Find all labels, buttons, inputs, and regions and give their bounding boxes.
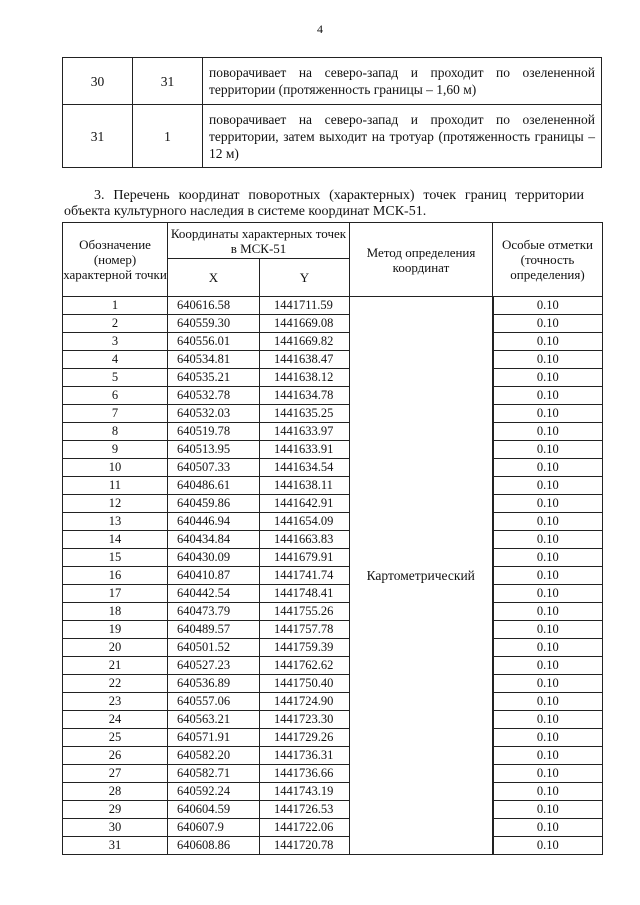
point-number: 31: [63, 837, 168, 855]
coord-x: 640592.24: [168, 783, 260, 801]
coord-x: 640532.78: [168, 387, 260, 405]
coord-row: [63, 315, 603, 333]
coord-y: 1441638.12: [260, 369, 350, 387]
coordinates-table: [62, 222, 603, 855]
coord-x: 640582.20: [168, 747, 260, 765]
coord-x: 640473.79: [168, 603, 260, 621]
coord-row: [63, 459, 603, 477]
point-number: 17: [63, 585, 168, 603]
accuracy-value: 0.10: [493, 819, 603, 837]
accuracy-value: 0.10: [493, 315, 603, 333]
coord-y: 1441726.53: [260, 801, 350, 819]
accuracy-value: 0.10: [493, 297, 603, 315]
coord-x: 640536.89: [168, 675, 260, 693]
coord-row: [63, 711, 603, 729]
coord-row: [63, 369, 603, 387]
point-number: 4: [63, 351, 168, 369]
point-number: 11: [63, 477, 168, 495]
coord-y: 1441679.91: [260, 549, 350, 567]
coord-row: [63, 549, 603, 567]
coord-y: 1441669.82: [260, 333, 350, 351]
coord-x: 640559.30: [168, 315, 260, 333]
coord-row: [63, 351, 603, 369]
coord-y: 1441669.08: [260, 315, 350, 333]
boundary-description: поворачивает на северо-запад и проходит по озелененной территории, затем выходит на тротуар (протяженность границы – 12 м): [203, 105, 602, 168]
coord-row: [63, 639, 603, 657]
boundary-description-table: [62, 57, 602, 168]
coord-x: 640556.01: [168, 333, 260, 351]
coord-row: [63, 297, 603, 315]
coord-x: 640563.21: [168, 711, 260, 729]
coord-row: [63, 747, 603, 765]
point-number: 23: [63, 693, 168, 711]
accuracy-value: 0.10: [493, 423, 603, 441]
coord-row: [63, 423, 603, 441]
point-number: 8: [63, 423, 168, 441]
header-point-number: Обозначение (номер) характерной точки: [63, 223, 168, 297]
coord-row: [63, 801, 603, 819]
coord-row: [63, 819, 603, 837]
boundary-from: 31: [63, 105, 133, 168]
coord-y: 1441741.74: [260, 567, 350, 585]
coord-row: [63, 477, 603, 495]
point-number: 28: [63, 783, 168, 801]
accuracy-value: 0.10: [493, 549, 603, 567]
point-number: 3: [63, 333, 168, 351]
accuracy-value: 0.10: [493, 693, 603, 711]
point-number: 14: [63, 531, 168, 549]
coord-y: 1441759.39: [260, 639, 350, 657]
coord-x: 640607.9: [168, 819, 260, 837]
point-number: 20: [63, 639, 168, 657]
point-number: 22: [63, 675, 168, 693]
point-number: 1: [63, 297, 168, 315]
coord-row: [63, 387, 603, 405]
coord-y: 1441634.78: [260, 387, 350, 405]
coord-row: [63, 783, 603, 801]
boundary-to: 1: [133, 105, 203, 168]
accuracy-value: 0.10: [493, 765, 603, 783]
coord-x: 640513.95: [168, 441, 260, 459]
section-heading: 3. Перечень координат поворотных (характерных) точек границ территории объекта культурного наследия в системе координат МСК-51.: [64, 188, 584, 219]
point-number: 30: [63, 819, 168, 837]
page-number: 4: [317, 22, 323, 36]
point-number: 10: [63, 459, 168, 477]
coord-y: 1441633.91: [260, 441, 350, 459]
coord-x: 640459.86: [168, 495, 260, 513]
coord-x: 640507.33: [168, 459, 260, 477]
boundary-from: 30: [63, 58, 133, 105]
coord-x: 640410.87: [168, 567, 260, 585]
coord-row: [63, 603, 603, 621]
coord-y: 1441654.09: [260, 513, 350, 531]
coord-x: 640430.09: [168, 549, 260, 567]
coord-row: [63, 693, 603, 711]
header-method: Метод определения координат: [350, 223, 493, 297]
coord-row: [63, 585, 603, 603]
coord-y: 1441633.97: [260, 423, 350, 441]
coord-y: 1441748.41: [260, 585, 350, 603]
coord-y: 1441711.59: [260, 297, 350, 315]
accuracy-value: 0.10: [493, 711, 603, 729]
coord-row: [63, 675, 603, 693]
coord-x: 640604.59: [168, 801, 260, 819]
accuracy-value: 0.10: [493, 459, 603, 477]
point-number: 2: [63, 315, 168, 333]
coord-y: 1441635.25: [260, 405, 350, 423]
accuracy-value: 0.10: [493, 477, 603, 495]
coord-row: [63, 441, 603, 459]
accuracy-value: 0.10: [493, 801, 603, 819]
coord-x: 640582.71: [168, 765, 260, 783]
boundary-description: поворачивает на северо-запад и проходит по озелененной территории (протяженность границы – 1,60 м): [203, 58, 602, 105]
coord-row: [63, 405, 603, 423]
coord-x: 640608.86: [168, 837, 260, 855]
accuracy-value: 0.10: [493, 657, 603, 675]
coord-row: [63, 729, 603, 747]
coord-y: 1441663.83: [260, 531, 350, 549]
coord-row: [63, 657, 603, 675]
coord-y: 1441638.47: [260, 351, 350, 369]
coord-x: 640534.81: [168, 351, 260, 369]
coord-row: [63, 513, 603, 531]
coord-y: 1441736.66: [260, 765, 350, 783]
coord-y: 1441750.40: [260, 675, 350, 693]
accuracy-value: 0.10: [493, 783, 603, 801]
accuracy-value: 0.10: [493, 405, 603, 423]
accuracy-value: 0.10: [493, 441, 603, 459]
coord-row: [63, 621, 603, 639]
point-number: 12: [63, 495, 168, 513]
coord-x: 640557.06: [168, 693, 260, 711]
coord-y: 1441642.91: [260, 495, 350, 513]
coord-x: 640486.61: [168, 477, 260, 495]
point-number: 6: [63, 387, 168, 405]
accuracy-value: 0.10: [493, 387, 603, 405]
coord-row: [63, 765, 603, 783]
coord-y: 1441638.11: [260, 477, 350, 495]
coord-x: 640442.54: [168, 585, 260, 603]
accuracy-value: 0.10: [493, 729, 603, 747]
accuracy-value: 0.10: [493, 837, 603, 855]
point-number: 19: [63, 621, 168, 639]
point-number: 29: [63, 801, 168, 819]
accuracy-value: 0.10: [493, 567, 603, 585]
method-cell: Картометрический: [350, 297, 493, 855]
point-number: 13: [63, 513, 168, 531]
point-number: 27: [63, 765, 168, 783]
coord-y: 1441723.30: [260, 711, 350, 729]
boundary-row: [63, 58, 602, 105]
coord-x: 640434.84: [168, 531, 260, 549]
coord-y: 1441736.31: [260, 747, 350, 765]
point-number: 26: [63, 747, 168, 765]
coord-y: 1441755.26: [260, 603, 350, 621]
point-number: 15: [63, 549, 168, 567]
coord-x: 640535.21: [168, 369, 260, 387]
point-number: 7: [63, 405, 168, 423]
coord-y: 1441634.54: [260, 459, 350, 477]
coord-y: 1441722.06: [260, 819, 350, 837]
accuracy-value: 0.10: [493, 351, 603, 369]
accuracy-value: 0.10: [493, 369, 603, 387]
coord-row: [63, 837, 603, 855]
point-number: 9: [63, 441, 168, 459]
accuracy-value: 0.10: [493, 531, 603, 549]
point-number: 21: [63, 657, 168, 675]
coord-y: 1441724.90: [260, 693, 350, 711]
coord-x: 640616.58: [168, 297, 260, 315]
coord-x: 640519.78: [168, 423, 260, 441]
accuracy-value: 0.10: [493, 495, 603, 513]
coord-y: 1441720.78: [260, 837, 350, 855]
accuracy-value: 0.10: [493, 747, 603, 765]
accuracy-value: 0.10: [493, 585, 603, 603]
coord-y: 1441729.26: [260, 729, 350, 747]
coord-x: 640489.57: [168, 621, 260, 639]
coord-row: [63, 531, 603, 549]
accuracy-value: 0.10: [493, 675, 603, 693]
coord-y: 1441743.19: [260, 783, 350, 801]
coord-row: [63, 495, 603, 513]
accuracy-value: 0.10: [493, 333, 603, 351]
point-number: 24: [63, 711, 168, 729]
boundary-to: 31: [133, 58, 203, 105]
point-number: 25: [63, 729, 168, 747]
header-x: X: [168, 259, 260, 297]
coord-row: [63, 333, 603, 351]
coord-x: 640446.94: [168, 513, 260, 531]
point-number: 5: [63, 369, 168, 387]
coord-x: 640532.03: [168, 405, 260, 423]
point-number: 16: [63, 567, 168, 585]
accuracy-value: 0.10: [493, 603, 603, 621]
coord-y: 1441757.78: [260, 621, 350, 639]
header-notes: Особые отметки (точность определения): [493, 223, 603, 297]
accuracy-value: 0.10: [493, 639, 603, 657]
coord-y: 1441762.62: [260, 657, 350, 675]
coord-x: 640501.52: [168, 639, 260, 657]
boundary-row: [63, 105, 602, 168]
accuracy-value: 0.10: [493, 621, 603, 639]
coord-x: 640571.91: [168, 729, 260, 747]
accuracy-value: 0.10: [493, 513, 603, 531]
header-coordinates: Координаты характерных точек в МСК-51: [168, 223, 350, 259]
coord-x: 640527.23: [168, 657, 260, 675]
point-number: 18: [63, 603, 168, 621]
coord-row: [63, 567, 603, 585]
header-y: Y: [260, 259, 350, 297]
